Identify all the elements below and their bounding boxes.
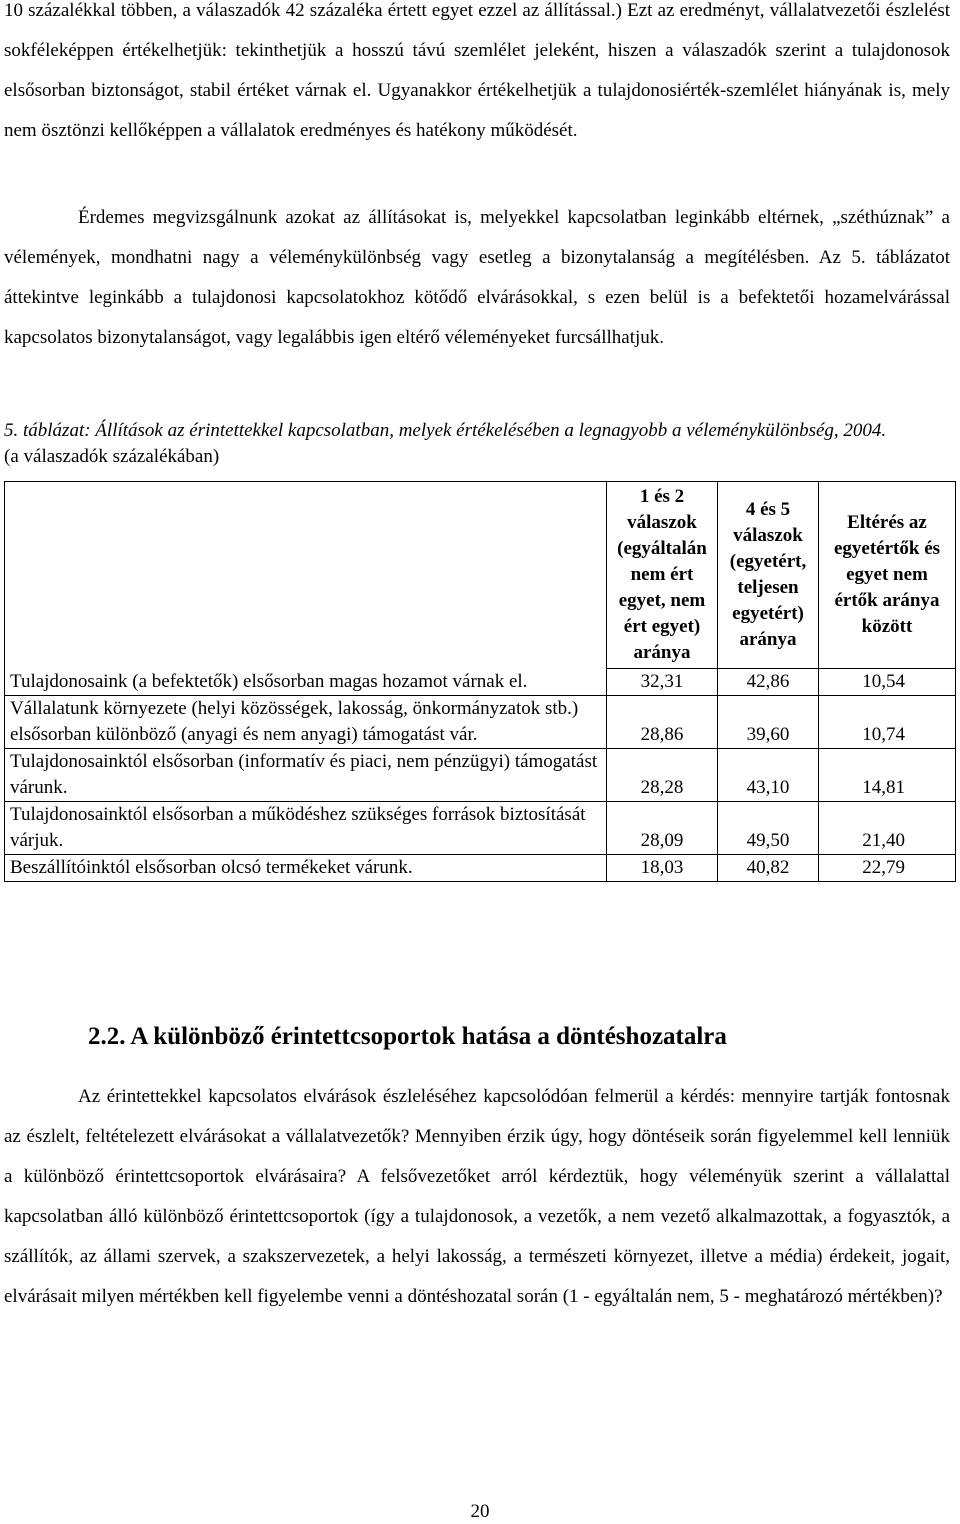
table-caption-title: 5. táblázat: Állítások az érintettekkel kapcsolatban, melyek értékelésében a legnagyobb a véleménykülönbség, 2004.: [4, 420, 887, 441]
cell-difference: 22,79: [819, 855, 956, 882]
header-corner-cell: [5, 482, 607, 669]
header-difference: Eltérés az egyetértők és egyet nem értők aránya között: [819, 482, 956, 669]
header-agree: 4 és 5 válaszok (egyetért, teljesen egyetért) aránya: [718, 482, 819, 669]
page-number: 20: [470, 1501, 490, 1522]
cell-agree: 49,50: [718, 802, 819, 855]
table-caption: [4, 418, 904, 470]
cell-agree: 40,82: [718, 855, 819, 882]
cell-disagree: 28,28: [607, 749, 718, 802]
cell-disagree: 28,09: [607, 802, 718, 855]
table-row: [5, 855, 956, 882]
cell-difference: 21,40: [819, 802, 956, 855]
table-caption-unit: (a válaszadók százalékában): [4, 446, 220, 467]
table-row: [5, 802, 956, 855]
data-table: [4, 481, 956, 882]
row-label: Tulajdonosainktól elsősorban (informatív és piaci, nem pénzügyi) támogatást várunk.: [5, 749, 607, 802]
table-row: [5, 749, 956, 802]
paragraph-1: 10 százalékkal többen, a válaszadók 42 százaléka értett egyet ezzel az állítással.) Ezt az eredményt, vállalatvezetői észlelést sokféleképpen értékelhetjük: tekinthetjük a hosszú távú szemlélet jeleként, hiszen a válaszadók szerint a tulajdonosok elsősorban biztonságot, stabil értéket várnak el. Ugyanakkor értékelhetjük a tulajdonosiérték-szemlélet hiányának is, mely nem ösztönzi kellőképpen a vállalatok eredményes és hatékony működését.: [4, 0, 950, 141]
section-heading: 2.2. A különböző érintettcsoportok hatása a döntéshozatalra: [88, 1023, 727, 1050]
row-label: Vállalatunk környezete (helyi közösségek, lakosság, önkormányzatok stb.) elsősorban különböző (anyagi és nem anyagi) támogatást vár.: [5, 696, 607, 749]
cell-disagree: 18,03: [607, 855, 718, 882]
paragraph-3: Az érintettekkel kapcsolatos elvárások észleléséhez kapcsolódóan felmerül a kérdés: mennyire tartják fontosnak az észlelt, feltételezett elvárásokat a vállalatvezetők? Mennyiben érzik úgy, hogy döntéseik során figyelemmel kell lenniük a különböző érintettcsoportok elvárásaira? A felsővezetőket arról kérdeztük, hogy véleményük szerint a vállalattal kapcsolatban álló különböző érintettcsoportok (így a tulajdonosok, a vezetők, a nem vezető alkalmazottak, a fogyasztók, a szállítók, az állami szervek, a szakszervezetek, a helyi lakosság, a természeti környezet, illetve a média) érdekeit, jogait, elvárásait milyen mértékben kell figyelembe venni a döntéshozatal során (1 - egyáltalán nem, 5 - meghatározó mértékben)?: [4, 1086, 950, 1307]
header-disagree: 1 és 2 válaszok (egyáltalán nem ért egyet, nem ért egyet) aránya: [607, 482, 718, 669]
cell-difference: 14,81: [819, 749, 956, 802]
row-label: Beszállítóinktól elsősorban olcsó termékeket várunk.: [5, 855, 607, 882]
cell-difference: 10,54: [819, 669, 956, 696]
paragraph-2: Érdemes megvizsgálnunk azokat az állításokat is, melyekkel kapcsolatban leginkább eltérnek, „széthúznak” a vélemények, mondhatni nagy a véleménykülönbség vagy esetleg a bizonytalanság a megítélésben. Az 5. táblázatot áttekintve leginkább a tulajdonosi kapcsolatokhoz kötődő elvárásokkal, s ezen belül is a befektetői hozamelvárással kapcsolatos bizonytalanságot, vagy legalábbis igen eltérő véleményeket furcsállhatjuk.: [4, 207, 950, 348]
row-label: Tulajdonosainktól elsősorban a működéshez szükséges források biztosítását várjuk.: [5, 802, 607, 855]
cell-agree: 39,60: [718, 696, 819, 749]
cell-disagree: 28,86: [607, 696, 718, 749]
table-header-row: [5, 482, 956, 669]
table-row: [5, 669, 956, 696]
cell-agree: 42,86: [718, 669, 819, 696]
row-label: Tulajdonosaink (a befektetők) elsősorban magas hozamot várnak el.: [5, 669, 607, 696]
cell-agree: 43,10: [718, 749, 819, 802]
cell-difference: 10,74: [819, 696, 956, 749]
cell-disagree: 32,31: [607, 669, 718, 696]
table-row: [5, 696, 956, 749]
